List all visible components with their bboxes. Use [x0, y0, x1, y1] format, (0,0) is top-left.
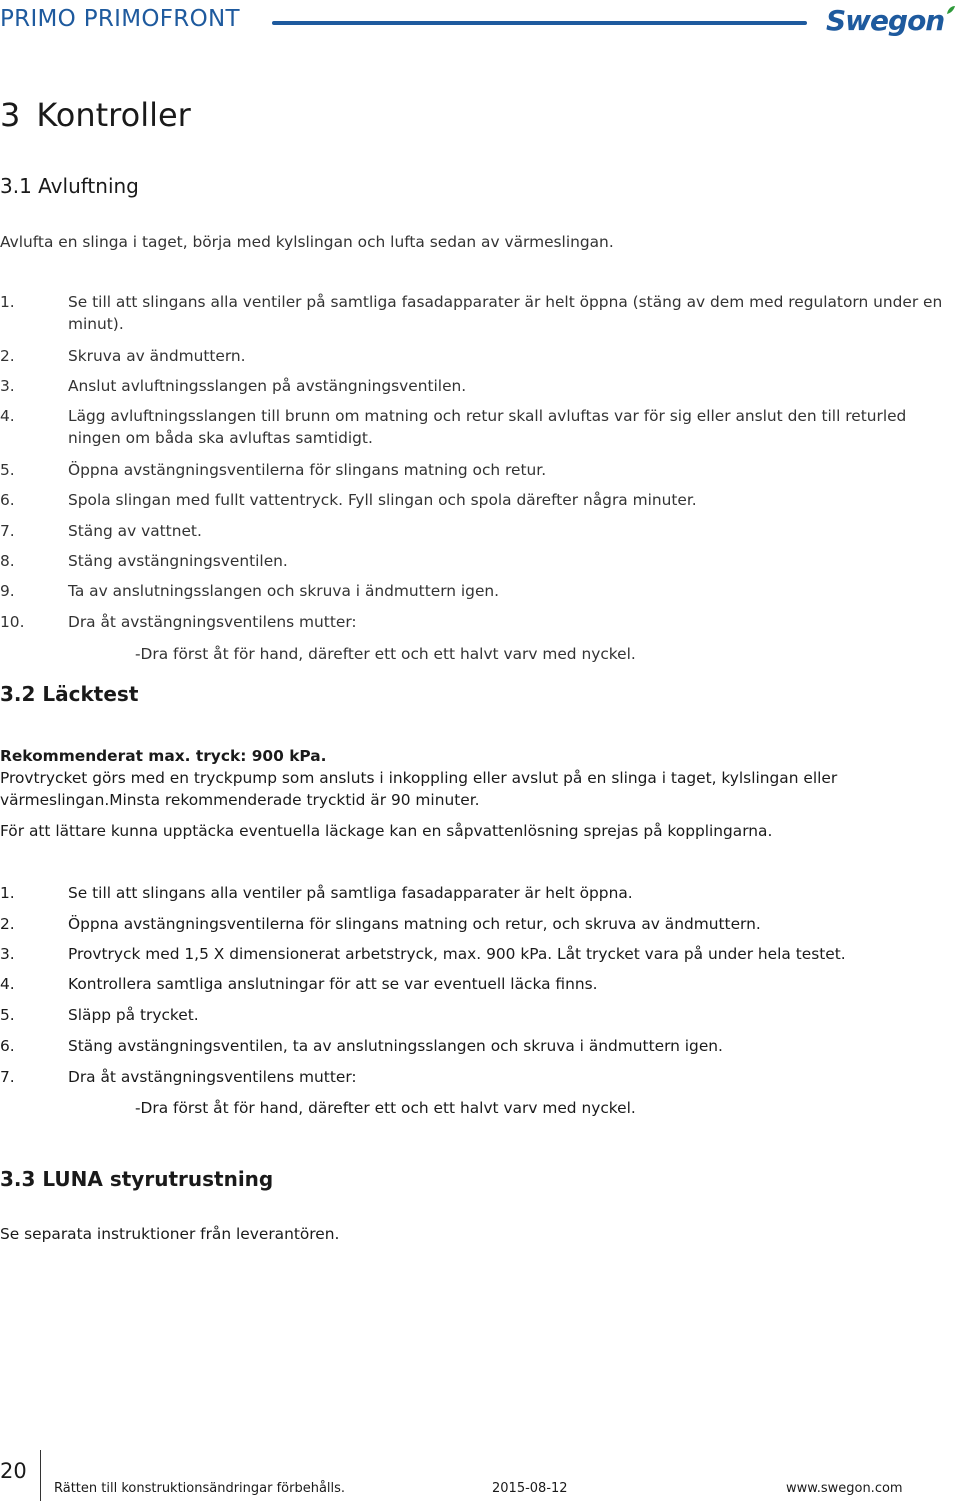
footer-disclaimer: Rätten till konstruktionsändringar förbehålls. — [54, 1481, 346, 1496]
section-number: 3 — [0, 96, 21, 134]
list-number: 1. — [0, 293, 15, 311]
subsection-heading-avluftning: 3.1 Avluftning — [0, 174, 139, 198]
list-number: 2. — [0, 915, 15, 933]
list-text: Stäng avstängningsventilen, ta av anslutningsslangen och skruva i ändmuttern igen. — [68, 1037, 723, 1055]
list-number: 4. — [0, 407, 15, 425]
list-number: 7. — [0, 1068, 15, 1086]
intro-paragraph: Avlufta en slinga i taget, börja med kylslingan och lufta sedan av värmeslingan. — [0, 233, 614, 251]
footer-date: 2015-08-12 — [492, 1481, 568, 1496]
list-text: Släpp på trycket. — [68, 1006, 199, 1024]
list-number: 5. — [0, 461, 15, 479]
page-number: 20 — [0, 1459, 27, 1483]
list-number: 10. — [0, 613, 25, 631]
swegon-logo: Swegon — [826, 4, 945, 37]
list-text: Anslut avluftningsslangen på avstängningsventilen. — [68, 377, 467, 395]
list-text: Dra åt avstängningsventilens mutter: — [68, 1068, 357, 1086]
header-rule — [272, 21, 807, 25]
list-text: Stäng avstängningsventilen. — [68, 552, 288, 570]
list-number: 6. — [0, 491, 15, 509]
list-number: 2. — [0, 347, 15, 365]
subsection-heading-luna: 3.3 LUNA styrutrustning — [0, 1167, 274, 1191]
list-text: Spola slingan med fullt vattentryck. Fyll slingan och spola därefter några minuter. — [68, 491, 697, 509]
list-text: Dra åt avstängningsventilens mutter: — [68, 613, 357, 631]
list-text: Öppna avstängningsventilerna för slingans matning och retur, och skruva av ändmuttern. — [68, 915, 761, 933]
logo-leaf-icon — [946, 5, 956, 15]
list-text: Stäng av vattnet. — [68, 522, 202, 540]
footer-divider — [40, 1450, 41, 1501]
list-number: 1. — [0, 884, 15, 902]
list-number: 7. — [0, 522, 15, 540]
footer-website-link[interactable]: www.swegon.com — [786, 1481, 903, 1496]
list-number: 8. — [0, 552, 15, 570]
list-text: Se till att slingans alla ventiler på samtliga fasadapparater är helt öppna. — [68, 884, 633, 902]
subsection-heading-lacktest: 3.2 Läcktest — [0, 682, 139, 706]
list-number: 4. — [0, 975, 15, 993]
list-text: Ta av anslutningsslangen och skruva i ändmuttern igen. — [68, 582, 500, 600]
list-text: Kontrollera samtliga anslutningar för att se var eventuell läcka finns. — [68, 975, 598, 993]
test-paragraph: Provtrycket görs med en tryckpump som ansluts i inkoppling eller avslut på en slinga i taget, kylslingan eller värmeslingan.Minsta rekommenderade trycktid är 90 minuter. — [0, 769, 838, 809]
list-number: 5. — [0, 1006, 15, 1024]
list-text: Se till att slingans alla ventiler på samtliga fasadapparater är helt öppna (stäng av dem med regulatorn under en minut). — [68, 293, 943, 333]
list-number: 9. — [0, 582, 15, 600]
section-title: Kontroller — [36, 96, 191, 134]
list-text: Lägg avluftningsslangen till brunn om matning och retur skall avluftas var för sig eller anslut den till returled ningen om båda ska avluftas samtidigt. — [68, 407, 907, 447]
list-text: Öppna avstängningsventilerna för slingans matning och retur. — [68, 461, 547, 479]
luna-paragraph: Se separata instruktioner från leverantören. — [0, 1225, 340, 1243]
document-title: PRIMO PRIMOFRONT — [0, 6, 240, 32]
list-text: Provtryck med 1,5 X dimensionerat arbetstryck, max. 900 kPa. Låt trycket vara på under hela testet. — [68, 945, 846, 963]
list-number: 6. — [0, 1037, 15, 1055]
list-text: Skruva av ändmuttern. — [68, 347, 246, 365]
list-number: 3. — [0, 945, 15, 963]
list-number: 3. — [0, 377, 15, 395]
section-heading — [0, 96, 191, 134]
tip-paragraph: För att lättare kunna upptäcka eventuella läckage kan en såpvattenlösning sprejas på kopplingarna. — [0, 822, 773, 840]
list-substep: -Dra först åt för hand, därefter ett och ett halvt varv med nyckel. — [135, 1099, 636, 1117]
recommended-pressure: Rekommenderat max. tryck: 900 kPa. — [0, 747, 327, 765]
list-substep: -Dra först åt för hand, därefter ett och ett halvt varv med nyckel. — [135, 645, 636, 663]
